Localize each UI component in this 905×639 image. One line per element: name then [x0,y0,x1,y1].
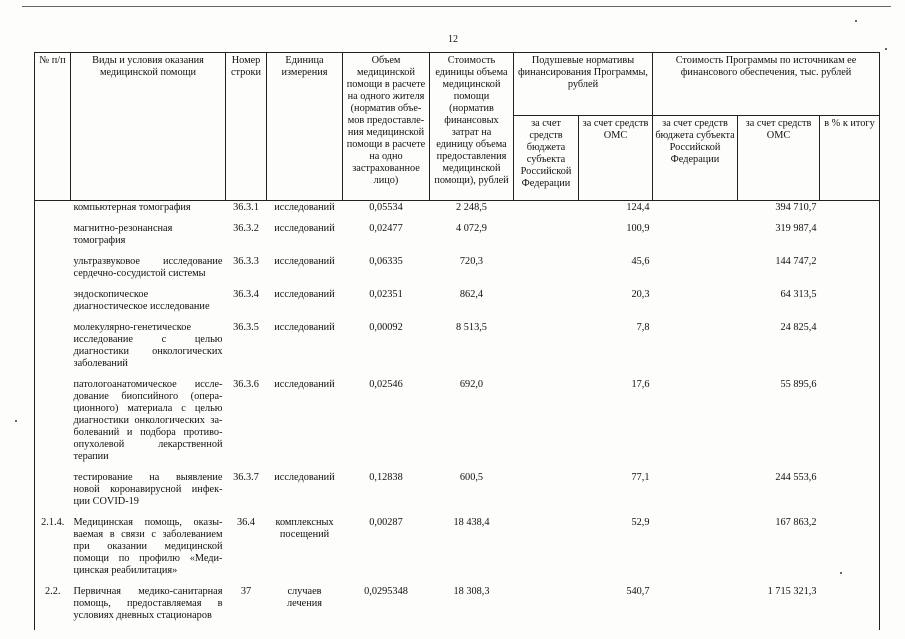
row-volume: 0,06335 [369,256,403,267]
table-body [35,201,880,631]
row-unit: исследований [274,289,335,300]
header-percapita-budget: за счет средств бюджета субъекта Российской Федерации [514,116,579,201]
row-volume: 0,02477 [369,223,403,234]
row-name: тестирование на выявление новой коронавирусной инфек-ции COVID-19 [73,472,223,507]
row-line-number: 36.3.6 [233,379,259,390]
row-number [35,471,71,516]
row-program-pct [820,471,880,516]
row-line-number: 36.3.3 [233,256,259,267]
row-program-oms: 144 747,2 [775,256,817,267]
row-number [35,222,71,255]
row-program-oms: 1 715 321,3 [767,586,817,597]
row-program-budget [653,378,738,471]
row-percapita-oms: 77,1 [631,472,650,483]
row-percapita-budget [514,288,579,321]
program-cost-table [34,52,880,630]
row-percapita-oms: 124,4 [626,202,650,213]
row-cost: 862,4 [459,289,484,300]
row-percapita-budget [514,471,579,516]
row-volume: 0,00287 [369,517,403,528]
row-number [35,321,71,378]
row-name: компьютерная томография [73,202,191,213]
row-unit: случаев лечения [287,586,322,609]
row-percapita-budget [514,201,579,223]
row-name: магнитно-резонансная томография [73,223,173,246]
row-percapita-oms: 45,6 [631,256,650,267]
row-program-pct [820,201,880,223]
table-row [35,378,880,471]
row-program-oms: 64 313,5 [780,289,817,300]
row-percapita-budget [514,255,579,288]
header-cost: Стоимость единицы объема медицинской помощи (норматив финансовых затрат на единицу объема предоставления медицинской помощи), рублей [430,53,514,201]
table-header [35,53,880,201]
table-row [35,288,880,321]
row-cost: 600,5 [459,472,484,483]
row-percapita-oms: 7,8 [636,322,650,333]
row-name: Первичная медико-санитарная помощь, предоставляемая в условиях дневных стационаров [73,586,223,621]
row-unit: исследований [274,472,335,483]
row-volume: 0,02546 [369,379,403,390]
table-row [35,516,880,585]
row-program-pct [820,321,880,378]
row-cost: 720,3 [459,256,484,267]
row-cost: 18 438,4 [453,517,490,528]
header-program-oms: за счет средств ОМС [738,116,820,201]
row-percapita-oms: 20,3 [631,289,650,300]
row-volume: 0,0295348 [364,586,408,597]
row-name: патологоанатомическое иссле-дование биопсийного (опера-ционного) материала с целью диагностики онкологических за-болеваний и подбора противо-опухолевой лекарственной терапии [73,379,223,462]
row-percapita-oms: 52,9 [631,517,650,528]
row-program-pct [820,585,880,630]
table-row [35,201,880,223]
row-program-oms: 55 895,6 [780,379,817,390]
row-program-oms: 167 863,2 [775,517,817,528]
row-name: молекулярно-генетическое исследование с целью диагностики онкологических заболеваний [73,322,223,369]
row-unit: исследований [274,223,335,234]
row-line-number: 37 [240,586,252,597]
row-program-pct [820,222,880,255]
row-program-oms: 24 825,4 [780,322,817,333]
row-unit: исследований [274,256,335,267]
row-percapita-oms: 540,7 [626,586,650,597]
row-unit: исследований [274,322,335,333]
row-program-budget [653,585,738,630]
scan-speck [15,420,17,422]
header-percapita: Подушевые нормативы финансирования Программы, рублей [514,53,653,116]
row-percapita-oms: 17,6 [631,379,650,390]
table-row [35,321,880,378]
scan-speck [855,20,857,22]
row-line-number: 36.4 [236,517,256,528]
row-number [35,255,71,288]
table-row [35,471,880,516]
header-num: № п/п [35,53,71,201]
row-program-oms: 244 553,6 [775,472,817,483]
row-program-oms: 394 710,7 [775,202,817,213]
row-line-number: 36.3.1 [233,202,259,213]
row-program-budget [653,321,738,378]
row-percapita-budget [514,321,579,378]
row-percapita-budget [514,222,579,255]
row-program-pct [820,288,880,321]
row-program-budget [653,471,738,516]
row-line-number: 36.3.7 [233,472,259,483]
row-program-budget [653,201,738,223]
header-line: Номер строки [226,53,267,201]
row-percapita-budget [514,378,579,471]
row-name: эндоскопическое диагностическое исследование [73,289,210,312]
header-percapita-oms: за счет средств ОМС [579,116,653,201]
row-cost: 692,0 [459,379,484,390]
row-volume: 0,12838 [369,472,403,483]
row-program-budget [653,255,738,288]
row-cost: 2 248,5 [456,202,487,213]
table-row [35,585,880,630]
row-cost: 4 072,9 [456,223,487,234]
row-cost: 18 308,3 [453,586,490,597]
row-unit: исследований [274,202,335,213]
row-cost: 8 513,5 [456,322,487,333]
row-percapita-budget [514,516,579,585]
header-type: Виды и условия оказания медицинской помощи [71,53,226,201]
row-number: 2.2. [35,585,71,630]
row-number: 2.1.4. [35,516,71,585]
row-volume: 0,00092 [369,322,403,333]
row-program-pct [820,378,880,471]
table-row [35,255,880,288]
page-top-edge [22,6,891,7]
table-row [35,222,880,255]
page-number: 12 [448,34,458,45]
row-program-budget [653,516,738,585]
row-number [35,288,71,321]
header-program-budget: за счет средств бюджета субъекта Российской Федерации [653,116,738,201]
row-unit: исследований [274,379,335,390]
header-program-pct: в % к итогу [820,116,880,201]
row-name: ультразвуковое исследование сердечно-сосудистой системы [73,256,223,279]
row-program-budget [653,288,738,321]
row-program-pct [820,516,880,585]
row-program-budget [653,222,738,255]
row-line-number: 36.3.2 [233,223,259,234]
row-unit: комплексных посещений [275,517,334,540]
row-number [35,201,71,223]
row-program-pct [820,255,880,288]
row-name: Медицинская помощь, оказы-ваемая в связи с заболеванием при оказании медицинской помощи по профилю «Меди-цинская реабилитация» [73,517,223,576]
header-unit: Единица измерения [267,53,343,201]
row-volume: 0,02351 [369,289,403,300]
row-program-oms: 319 987,4 [775,223,817,234]
row-number [35,378,71,471]
row-percapita-oms: 100,9 [626,223,650,234]
header-program: Стоимость Программы по источникам ее финансового обеспечения, тыс. рублей [653,53,880,116]
row-volume: 0,05534 [369,202,403,213]
scan-speck [885,48,887,50]
row-line-number: 36.3.5 [233,322,259,333]
row-line-number: 36.3.4 [233,289,259,300]
header-volume: Объем медицинской помощи в расчете на одного жителя (норматив объе-мов предоставле-ния медицинской помощи в расчете на одно застрахованное лицо) [343,53,430,201]
row-percapita-budget [514,585,579,630]
